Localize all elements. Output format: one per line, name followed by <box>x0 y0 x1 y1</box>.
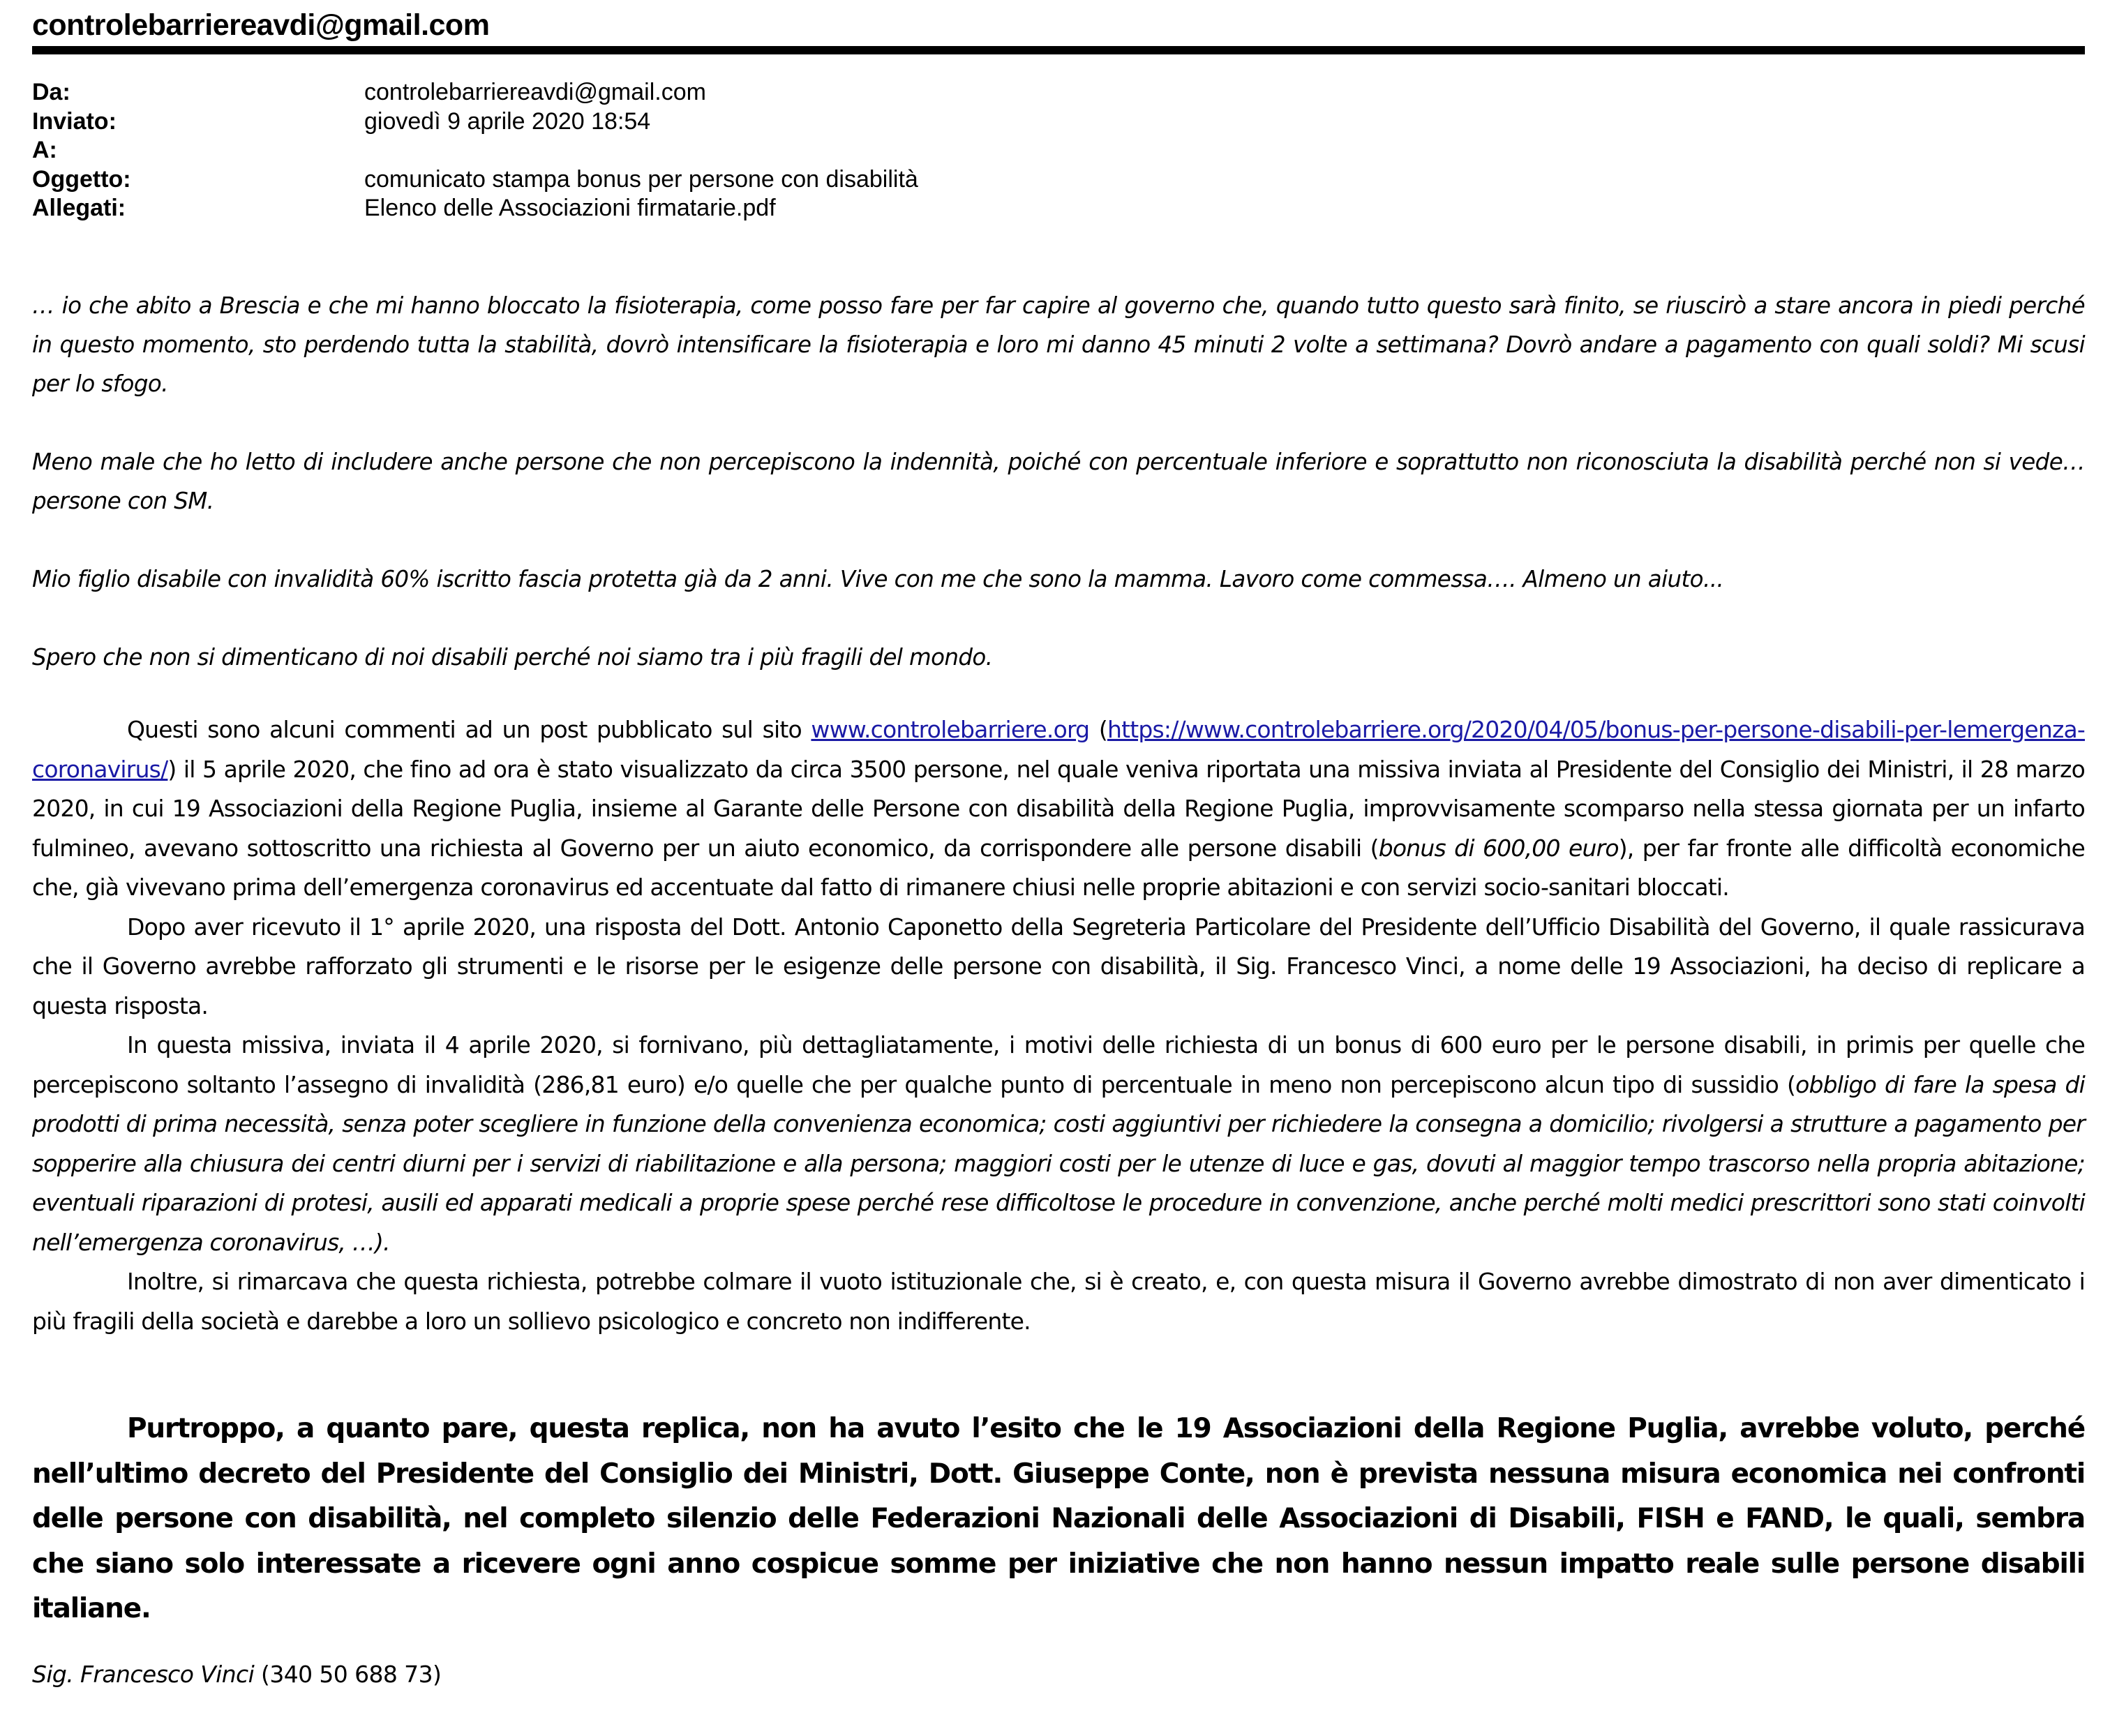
subject-label: Oggetto: <box>32 165 131 193</box>
body-paragraph-2: Dopo aver ricevuto il 1° aprile 2020, una risposta del Dott. Antonio Caponetto della Segreteria Particolare del Presidente dell’Ufficio Disabilità del Governo, il quale rassicurava che il Governo avrebbe rafforzato gli strumenti e le risorse per le esigenze delle persone con disabilità, il Sig. Francesco Vinci, a nome delle 19 Associazioni, ha deciso di replicare a questa risposta. <box>32 913 2085 1019</box>
attachment-file[interactable]: Elenco delle Associazioni firmatarie.pdf <box>364 195 776 221</box>
site-link[interactable]: www.controlebarriere.org <box>811 716 1090 743</box>
quote-comment: Spero che non si dimenticano di noi disabili perché noi siamo tra i più fragili del mondo. <box>32 644 993 671</box>
quote-comment: Mio figlio disabile con invalidità 60% iscritto fascia protetta già da 2 anni. Vive con me che sono la mamma. Lavoro come commessa…. Almeno un aiuto... <box>32 566 1724 592</box>
body-paragraph-4: Inoltre, si rimarcava che questa richiesta, potrebbe colmare il vuoto istituzionale che, si è creato, e, con questa misura il Governo avrebbe dimostrato di non aver dimenticato i più fragili della società e darebbe a loro un sollievo psicologico e concreto non indifferente. <box>32 1268 2085 1335</box>
p1-text-b: ( <box>1089 716 1107 743</box>
press-release-body <box>32 710 2085 1341</box>
header-row-sent <box>32 107 918 137</box>
sent-value: giovedì 9 aprile 2020 18:54 <box>364 107 651 135</box>
p1-text-d: ), per far fronte alle difficoltà economiche che, già vivevano prima dell’emergenza coronavirus ed accentuate dal fatto di rimanere chiusi nelle proprie abitazioni e con servizi socio-sanitari bloccati. <box>32 834 2085 901</box>
quote-comment: … io che abito a Brescia e che mi hanno bloccato la fisioterapia, come posso fare per far capire al governo che, quando tutto questo sarà finito, se riuscirò a stare ancora in piedi perché in questo momento, sto perdendo tutta la stabilità, dovrò intensificare la fisioterapia e loro mi danno 45 minuti 2 volte a settimana? Dovrò andare a pagamento con quali soldi? Mi scusi per lo sfogo. <box>32 292 2085 397</box>
subject-value: comunicato stampa bonus per persone con disabilità <box>364 165 918 193</box>
sent-label: Inviato: <box>32 107 117 135</box>
header-row-subject <box>32 165 918 195</box>
signature-phone: (340 50 688 73) <box>254 1661 442 1688</box>
from-label: Da: <box>32 79 70 105</box>
mailbox-title: controlebarriereavdi@gmail.com <box>32 8 490 42</box>
body-paragraph-1 <box>32 710 2085 908</box>
header-row-from <box>32 78 918 107</box>
p1-text-c: ) il 5 aprile 2020, che fino ad ora è stato visualizzato da circa 3500 persone, nel quale veniva riportata una missiva inviata al Presidente del Consiglio dei Ministri, il 28 marzo 2020, in cui 19 Associazioni della Regione Puglia, insieme al Garante delle Persone con disabilità della Regione Puglia, improvvisamente scomparso nella stessa giornata per un infarto fulmineo, avevano sottoscritto una richiesta al Governo per un aiuto economico, da corrispondere alle persone disabili ( <box>32 755 2085 862</box>
p1-text-a: Questi sono alcuni commenti ad un post pubblicato sul sito <box>127 716 811 743</box>
p3-text-a: In questa missiva, inviata il 4 aprile 2020, si fornivano, più dettagliatamente, i motivi delle richiesta di un bonus di 600 euro per le persone disabili, in primis per quelle che percepiscono soltanto l’assegno di invalidità (286,81 euro) e/o quelle che per qualche punto di percentuale in meno non percepiscono alcun tipo di sussidio ( <box>32 1031 2085 1098</box>
bold-paragraph: Purtroppo, a quanto pare, questa replica, non ha avuto l’esito che le 19 Associazioni della Regione Puglia, avrebbe voluto, perché nell’ultimo decreto del Presidente del Consiglio dei Ministri, Dott. Giuseppe Conte, non è prevista nessuna misura economica nei confronti delle persone con disabilità, nel completo silenzio delle Federazioni Nazionali delle Associazioni di Disabili, FISH e FAND, le quali, sembra che siano solo interessate a ricevere ogni anno cospicue somme per iniziative che non hanno nessun impatto reale sulle persone disabili italiane. <box>32 1413 2085 1624</box>
email-header <box>32 78 918 223</box>
header-row-to <box>32 136 918 165</box>
quoted-comments <box>32 286 2085 716</box>
post-link[interactable]: https://www.controlebarriere.org/2020/04/05/bonus-per-persone-disabili-per-lemergenza-coronavirus/ <box>32 716 2085 783</box>
p3-reasons-italic: obbligo di fare la spesa di prodotti di prima necessità, senza poter scegliere in funzione della convenienza economica; costi aggiuntivi per richiedere la consegna a domicilio; rivolgersi a strutture a pagamento per sopperire alla chiusura dei centri diurni per i servizi di riabilitazione e alla persona; maggiori costi per le utenze di luce e gas, dovuti al maggior tempo trascorso nella propria abitazione; eventuali riparazioni di protesi, ausili ed apparati medicali a proprie spese perché rese difficoltose le procedure in convenzione, anche perché molti medici prescrittori sono stati coinvolti nell’emergenza coronavirus, …). <box>32 1070 2085 1256</box>
from-value: controlebarriereavdi@gmail.com <box>364 79 706 105</box>
p1-bonus-italic: bonus di 600,00 euro <box>1378 834 1619 862</box>
attachments-label: Allegati: <box>32 195 126 221</box>
header-row-attachments <box>32 194 918 223</box>
title-divider <box>32 46 2085 54</box>
signature <box>32 1661 441 1688</box>
bold-statement <box>32 1407 2085 1632</box>
to-label: A: <box>32 137 57 163</box>
signature-name: Sig. Francesco Vinci <box>32 1661 255 1688</box>
quote-comment: Meno male che ho letto di includere anche persone che non percepiscono la indennità, poiché con percentuale inferiore e soprattutto non riconosciuta la disabilità perché non si vede…persone con SM. <box>32 449 2085 514</box>
body-paragraph-3 <box>32 1026 2085 1262</box>
